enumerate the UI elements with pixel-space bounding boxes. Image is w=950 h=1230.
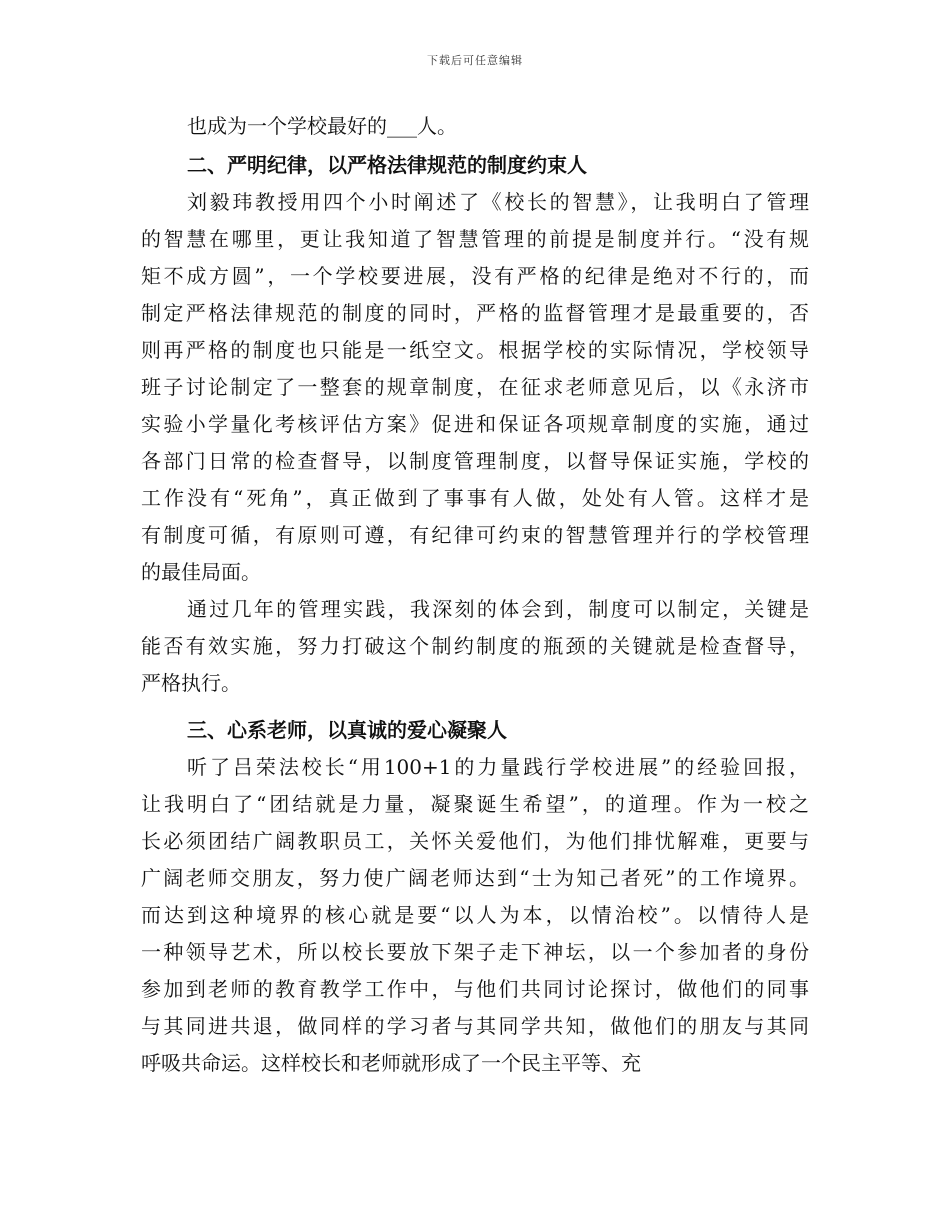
- section-2-paragraph-2: [141, 591, 809, 702]
- section-3-paragraph-1: [141, 749, 809, 1082]
- paragraph-line: 一种领导艺术，所以校长要放下架子走下神坛，以一个参加者的身份: [141, 940, 809, 964]
- intro-line: 也成为一个学校最好的___人。: [187, 114, 457, 138]
- paragraph-line: 有制度可循，有原则可遵，有纪律可约束的智慧管理并行的学校管理: [141, 523, 809, 547]
- paragraph-line: 的最佳局面。: [141, 560, 261, 584]
- paragraph-line: 听了吕荣法校长“用100+1的力量践行学校进展”的经验回报，: [187, 755, 809, 779]
- paragraph-line: 刘毅玮教授用四个小时阐述了《校长的智慧》，让我明白了管理: [187, 190, 809, 214]
- paragraph-line: 严格执行。: [141, 671, 241, 695]
- section-2-heading: 二、严明纪律，以严格法律规范的制度约束人: [187, 153, 587, 177]
- page-header-note: 下载后可任意编辑: [427, 54, 523, 67]
- paragraph-line: 能否有效实施，努力打破这个制约制度的瓶颈的关键就是检查督导，: [141, 634, 809, 658]
- paragraph-line: 通过几年的管理实践，我深刻的体会到，制度可以制定，关键是: [187, 597, 809, 621]
- document-body: [141, 108, 809, 1082]
- paragraph-line: 的智慧在哪里，更让我知道了智慧管理的前提是制度并行。“没有规: [141, 227, 809, 251]
- paragraph-line: 实验小学量化考核评估方案》促进和保证各项规章制度的实施，通过: [141, 412, 809, 436]
- section-2-paragraph-1: [141, 184, 809, 591]
- paragraph-line: 工作没有“死角”，真正做到了事事有人做，处处有人管。这样才是: [141, 486, 809, 510]
- paragraph-line: 呼吸共命运。这样校长和老师就形成了一个民主平等、充: [141, 1051, 641, 1075]
- paragraph-line: 长必须团结广阔教职员工，关怀关爱他们，为他们排忧解难，更要与: [141, 829, 809, 853]
- section-gap: [141, 702, 809, 710]
- paragraph-line: 制定严格法律规范的制度的同时，严格的监督管理才是最重要的，否: [141, 301, 809, 325]
- paragraph-line: 则再严格的制度也只能是一纸空文。根据学校的实际情况，学校领导: [141, 338, 809, 362]
- paragraph-line: 参加到老师的教育教学工作中，与他们共同讨论探讨，做他们的同事: [141, 977, 809, 1001]
- paragraph-line: 矩不成方圆”，一个学校要进展，没有严格的纪律是绝对不行的，而: [141, 264, 809, 288]
- paragraph-line: 广阔老师交朋友，努力使广阔老师达到“士为知己者死”的工作境界。: [141, 866, 809, 890]
- section-3-heading: 三、心系老师，以真诚的爱心凝聚人: [187, 718, 507, 742]
- paragraph-line: 各部门日常的检查督导，以制度管理制度，以督导保证实施，学校的: [141, 449, 809, 473]
- paragraph-line: 让我明白了“团结就是力量，凝聚诞生希望”，的道理。作为一校之: [141, 792, 809, 816]
- paragraph-line: 班子讨论制定了一整套的规章制度，在征求老师意见后，以《永济市: [141, 375, 809, 399]
- paragraph-line: 而达到这种境界的核心就是要“以人为本，以情治校”。以情待人是: [141, 903, 809, 927]
- paragraph-line: 与其同进共退，做同样的学习者与其同学共知，做他们的朋友与其同: [141, 1014, 809, 1038]
